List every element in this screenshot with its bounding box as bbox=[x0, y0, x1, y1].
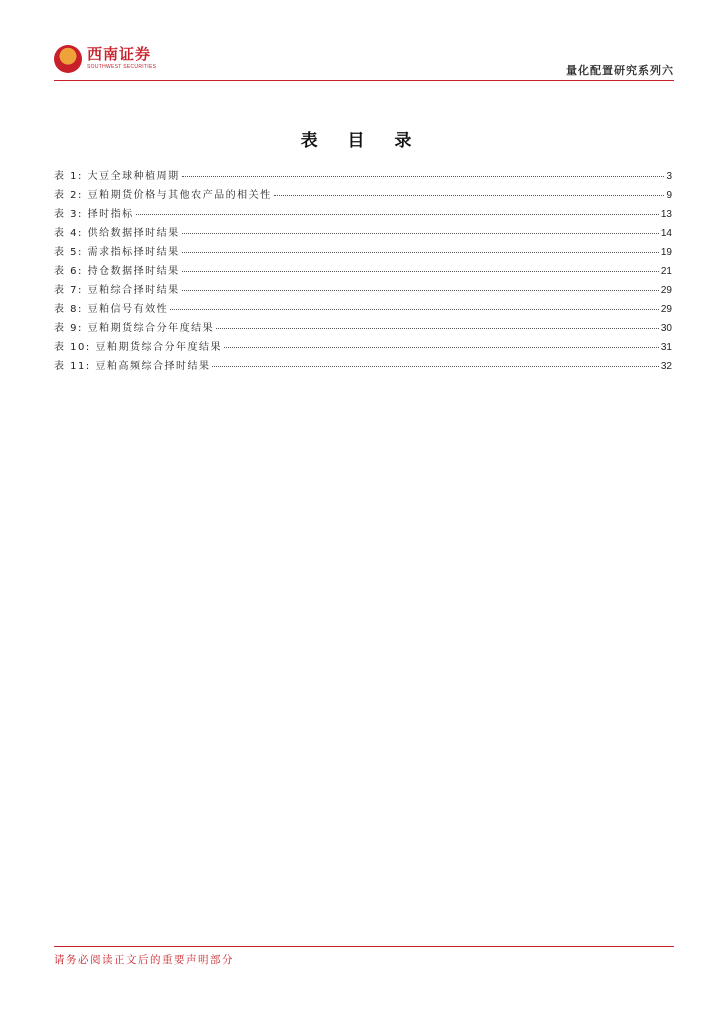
toc-entry[interactable] bbox=[54, 224, 672, 243]
toc-entry-label: 表 9: 豆粕期货综合分年度结果 bbox=[54, 323, 215, 334]
toc-entry-page: 30 bbox=[660, 323, 672, 334]
toc-entry-page: 21 bbox=[660, 266, 672, 277]
toc-entry-label: 表 5: 需求指标择时结果 bbox=[54, 247, 180, 258]
toc-leader bbox=[224, 347, 659, 348]
toc-entry-label: 表 7: 豆粕综合择时结果 bbox=[54, 285, 180, 296]
toc-entry[interactable] bbox=[54, 186, 672, 205]
toc-entry[interactable] bbox=[54, 357, 672, 376]
report-series: 量化配置研究系列六 bbox=[566, 64, 674, 77]
toc-entry-label: 表 6: 持仓数据择时结果 bbox=[54, 266, 180, 277]
toc-entry-page: 14 bbox=[660, 228, 672, 239]
toc-entry[interactable] bbox=[54, 338, 672, 357]
toc-entry-page: 19 bbox=[660, 247, 672, 258]
toc-leader bbox=[274, 195, 665, 196]
logo-text: 西南证券 bbox=[87, 45, 152, 63]
toc-leader bbox=[212, 366, 658, 367]
toc-entry-page: 3 bbox=[666, 171, 672, 182]
toc-entry-label: 表 1: 大豆全球种植周期 bbox=[54, 171, 180, 182]
toc-entry-page: 9 bbox=[666, 190, 672, 201]
toc-entry-page: 31 bbox=[660, 342, 672, 353]
toc-leader bbox=[182, 252, 659, 253]
toc-leader bbox=[182, 233, 659, 234]
toc-entry-page: 32 bbox=[660, 361, 672, 372]
toc-leader bbox=[136, 214, 659, 215]
toc-entry-label: 表 3: 择时指标 bbox=[54, 209, 134, 220]
toc-entry[interactable] bbox=[54, 167, 672, 186]
toc-entry[interactable] bbox=[54, 300, 672, 319]
toc-leader bbox=[216, 328, 659, 329]
toc-entry-label: 表 2: 豆粕期货价格与其他农产品的相关性 bbox=[54, 190, 272, 201]
toc-entry-page: 29 bbox=[660, 285, 672, 296]
logo-subtitle: SOUTHWEST SECURITIES bbox=[87, 64, 157, 70]
toc-entry[interactable] bbox=[54, 262, 672, 281]
header-divider bbox=[54, 80, 674, 81]
toc-entry[interactable] bbox=[54, 205, 672, 224]
toc-entry[interactable] bbox=[54, 319, 672, 338]
toc-entry[interactable] bbox=[54, 281, 672, 300]
toc-entry-label: 表 8: 豆粕信号有效性 bbox=[54, 304, 169, 315]
toc-entry-page: 13 bbox=[660, 209, 672, 220]
company-logo bbox=[54, 45, 184, 75]
table-of-tables bbox=[54, 167, 672, 376]
logo-mark-icon bbox=[54, 45, 82, 73]
toc-entry[interactable] bbox=[54, 243, 672, 262]
toc-entry-label: 表 4: 供给数据择时结果 bbox=[54, 228, 180, 239]
toc-leader bbox=[182, 271, 659, 272]
footer-divider bbox=[54, 946, 674, 947]
toc-entry-page: 29 bbox=[660, 304, 672, 315]
toc-leader bbox=[170, 309, 659, 310]
toc-entry-label: 表 10: 豆粕期货综合分年度结果 bbox=[54, 342, 222, 353]
page-title: 表 目 录 bbox=[300, 131, 424, 151]
toc-leader bbox=[182, 176, 665, 177]
disclaimer-notice: 请务必阅读正文后的重要声明部分 bbox=[54, 954, 234, 966]
toc-leader bbox=[182, 290, 659, 291]
page-header bbox=[54, 40, 674, 82]
toc-entry-label: 表 11: 豆粕高频综合择时结果 bbox=[54, 361, 211, 372]
